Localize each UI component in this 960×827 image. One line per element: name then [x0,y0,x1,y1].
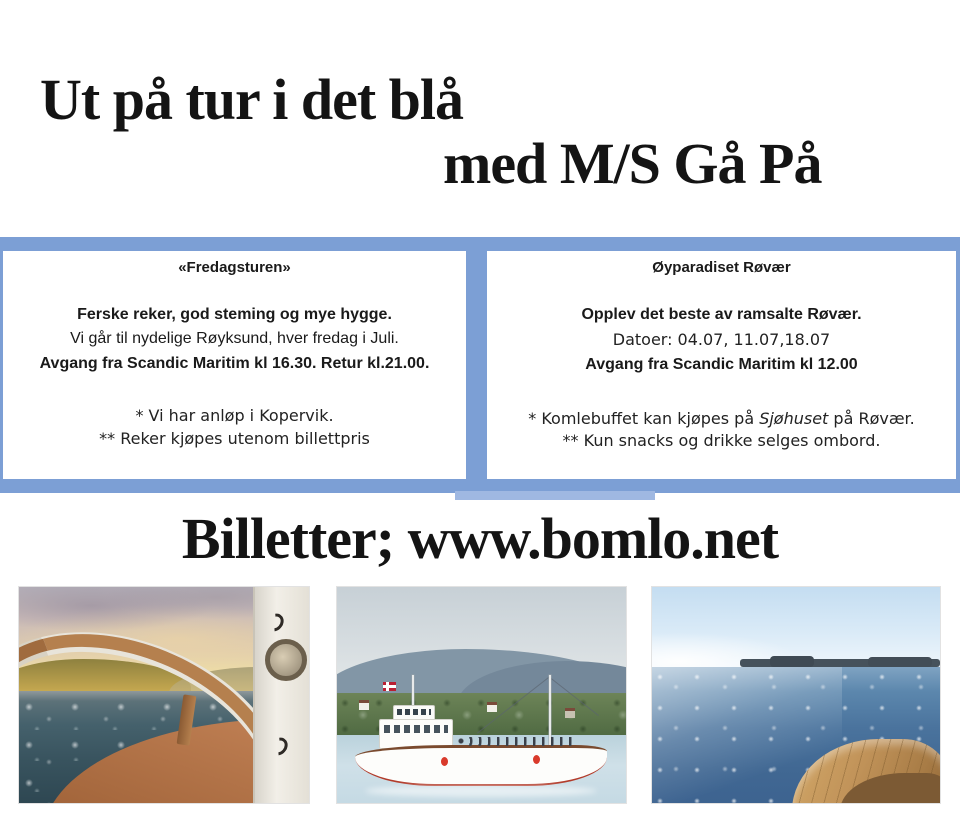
tickets-label: Billetter; [181,506,408,571]
rovaer-note1-prefix: * Komlebuffet kan kjøpes på [528,409,760,428]
rovaer-line3: Avgang fra Scandic Maritim kl 12.00 [585,356,858,373]
island-silhouette [770,656,814,667]
boat-hull [355,745,607,786]
rovaer-note2: ** Kun snacks og drikke selges ombord. [562,431,881,450]
page-title-line1: Ut på tur i det blå [40,67,464,132]
tickets-heading [0,508,960,570]
passengers [457,737,577,746]
frame-bar-bottom-offset [455,491,655,500]
shore-house [487,705,497,712]
frame-divider [466,237,487,493]
friday-trip-note2: ** Reker kjøpes utenom billettpris [99,429,370,448]
shore-house [359,703,369,710]
rovaer-note1-italic: Sjøhuset [759,409,829,428]
rovaer-box [487,251,956,451]
rovaer-note1-suffix: på Røvær. [828,409,915,428]
rovaer-heading: Øyparadiset Røvær [652,259,791,276]
photo-sunset-from-stern [18,586,310,804]
photo-ms-gaa-paa-boat [336,586,627,804]
page-title-line2: med M/S Gå På [443,131,822,196]
friday-trip-line2: Vi går til nydelige Røyksund, hver fredag i Juli. [70,330,399,347]
red-fender [533,755,540,764]
friday-trip-line1: Ferske reker, god steming og mye hygge. [77,306,392,323]
friday-trip-box [3,251,466,449]
porthole [265,639,307,681]
photo-sea-wake-islands [651,586,941,804]
website-url: www.bomlo.net [407,506,779,571]
red-fender [441,757,448,766]
friday-trip-line3: Avgang fra Scandic Maritim kl 16.30. Retur kl.21.00. [39,355,430,372]
frame-edge-right [956,237,960,493]
rovaer-line1: Opplev det beste av ramsalte Røvær. [581,306,862,323]
island-silhouette [868,657,932,667]
boat-reflection [365,785,597,797]
friday-trip-note1: * Vi har anløp i Kopervik. [135,406,334,425]
norwegian-flag [383,682,396,691]
rovaer-dates: Datoer: 04.07, 11.07,18.07 [612,330,831,349]
shore-house [565,711,575,718]
rovaer-note1 [487,408,956,429]
friday-trip-heading: «Fredagsturen» [178,259,291,276]
